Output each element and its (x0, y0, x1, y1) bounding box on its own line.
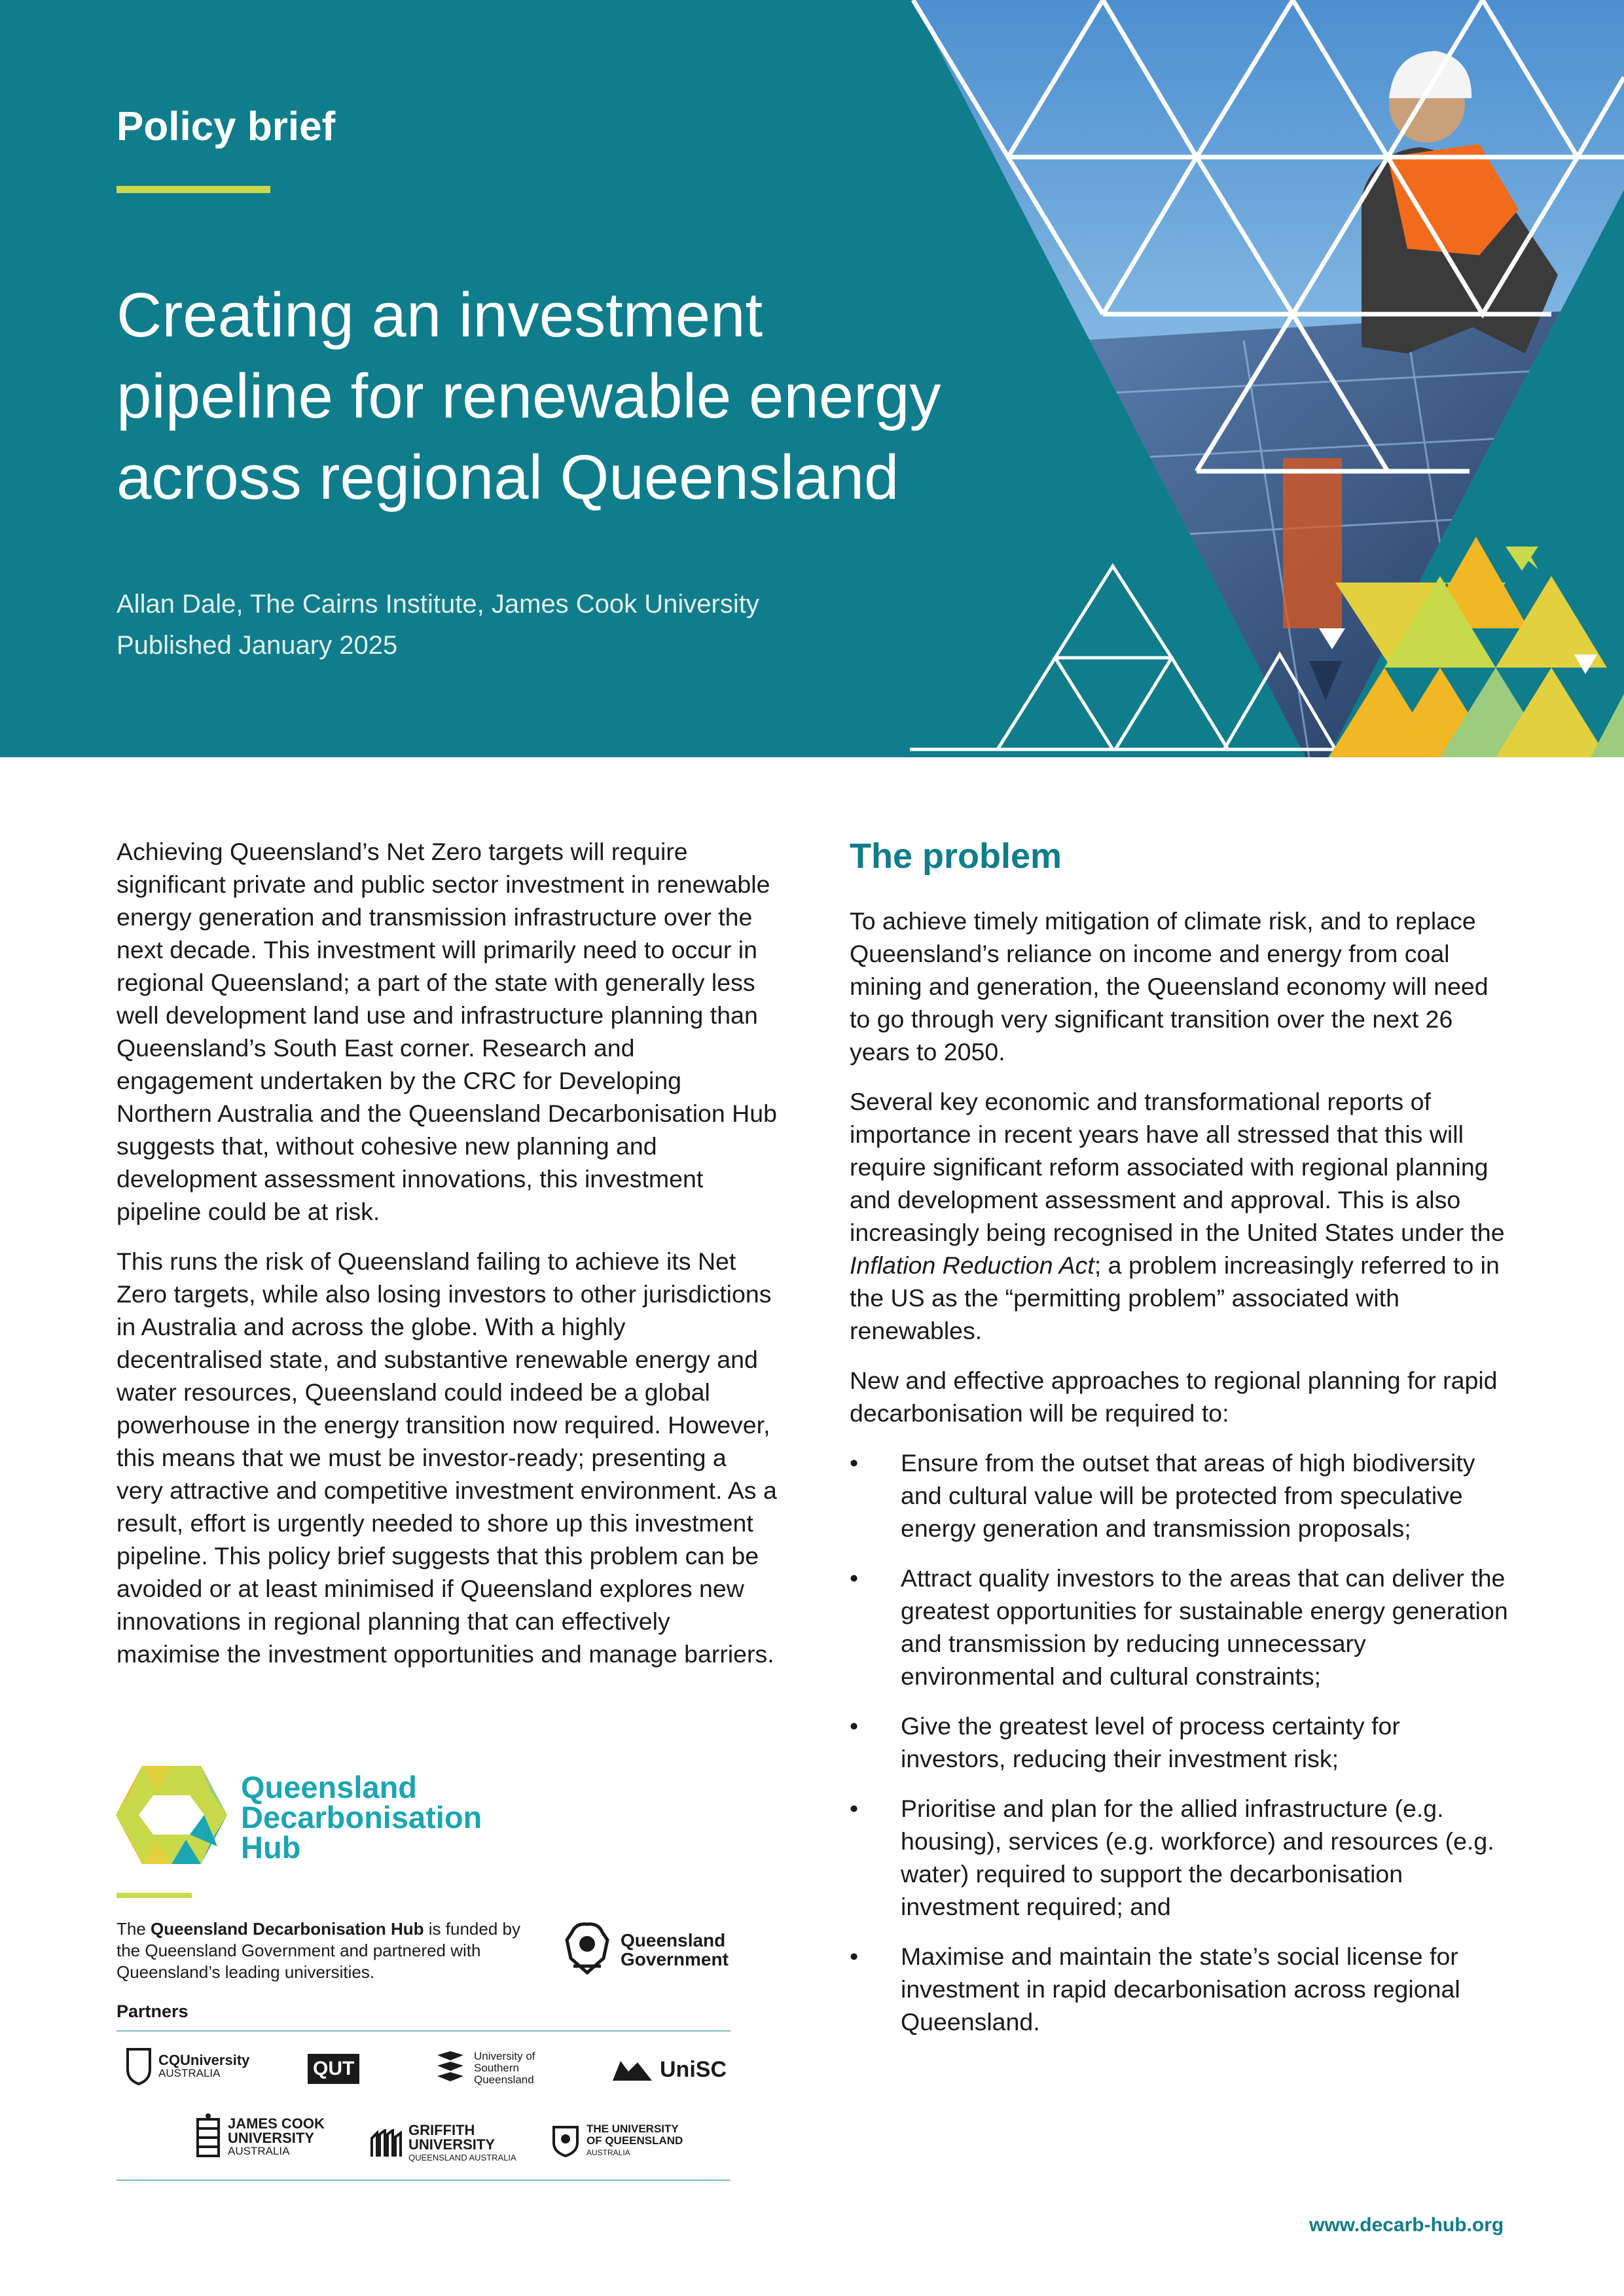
unisc-mark-icon (611, 2058, 653, 2082)
title-line: pipeline for renewable energy (117, 361, 941, 431)
jcu-name-line: UNIVERSITY (228, 2130, 315, 2146)
government-wordmark (621, 1931, 729, 1969)
act-name: Inflation Reduction Act (850, 1251, 1094, 1279)
list-item-text: Prioritise and plan for the allied infrastructure (e.g. housing), services (e.g. workforce) and resources (e.g. water) required to support the decarbonisation investment required; and (901, 1795, 1494, 1920)
hub-name-bold: Queensland Decarbonisation Hub (151, 1919, 424, 1939)
title-line: Creating an investment (117, 280, 763, 350)
divider (117, 2030, 731, 2032)
bullet-icon: • (850, 1712, 859, 1740)
bullet-icon: • (850, 1943, 859, 1970)
usq-logo (433, 2050, 535, 2087)
problem-column (850, 835, 1511, 2055)
text-run: The (117, 1919, 151, 1939)
qut-wordmark: QUT (308, 2054, 359, 2084)
divider (117, 2179, 731, 2181)
usq-name-line: Queensland (474, 2073, 534, 2086)
requirements-list (850, 1446, 1511, 2038)
accent-rule (117, 186, 270, 193)
list-item-text: Maximise and maintain the state’s social license for investment in rapid decarbonisation across regional Queensland. (901, 1943, 1460, 2036)
list-item (850, 1710, 1511, 1775)
intro-column (117, 835, 778, 1687)
unisc-wordmark: UniSC (660, 2057, 727, 2082)
qut-logo (308, 2054, 359, 2084)
bullet-icon: • (850, 1449, 859, 1477)
uq-name-line: OF QUEENSLAND (586, 2134, 683, 2147)
griffith-logo (370, 2123, 516, 2164)
partners-label: Partners (117, 2001, 189, 2021)
list-item-text: Attract quality investors to the areas that can deliver the greatest opportunities for sustainable energy generation and transmission by reducing unnecessary environmental and cultural constraints; (901, 1564, 1508, 1690)
griffith-mark-icon (370, 2129, 402, 2158)
usq-name-line: University of (474, 2050, 535, 2062)
list-item-text: Give the greatest level of process certainty for investors, reducing their investment risk; (901, 1712, 1400, 1772)
jcu-logo (195, 2113, 325, 2161)
publication-meta (117, 584, 759, 666)
text-run: ; a problem increasingly referred to in the US as the “permitting problem” associated with renewables. (850, 1251, 1500, 1344)
jcu-emblem-icon (195, 2113, 221, 2161)
problem-paragraph (850, 1085, 1511, 1347)
griffith-name-line: QUEENSLAND AUSTRALIA (408, 2153, 516, 2162)
problem-paragraph: New and effective approaches to regional planning for rapid decarbonisation will be required to: (850, 1367, 1498, 1427)
bullet-icon: • (850, 1795, 859, 1822)
author-line: Allan Dale, The Cairns Institute, James Cook University (117, 590, 759, 619)
document-type-label: Policy brief (117, 104, 336, 149)
jcu-name-line: JAMES COOK (228, 2115, 325, 2132)
intro-paragraph: Achieving Queensland’s Net Zero targets will require significant private and public sector investment in renewable energy generation and transmission infrastructure over the next decade. This investment will primarily need to occur in regional Queensland; a part of the state with generally less well development land use and infrastructure planning than Queensland’s South East corner. Research and engagement undertaken by the CRC for Developing Northern Australia and the Queensland Decarbonisation Hub suggests that, without cohesive new planning and development assessment innovations, this investment pipeline could be at risk. (117, 838, 777, 1225)
list-item (850, 1940, 1511, 2038)
uq-name-line: AUSTRALIA (586, 2148, 630, 2157)
text-run: Several key economic and transformational reports of importance in recent years have all stressed that this will require significant reform associated with regional planning and development assessment and approval. This is also increasingly being recognised in the United States under the (850, 1088, 1505, 1246)
griffith-name-line: GRIFFITH (408, 2122, 475, 2138)
title-line: across regional Queensland (117, 442, 899, 512)
government-wordmark-line: Queensland (621, 1930, 726, 1950)
website-link[interactable]: www.decarb-hub.org (1309, 2214, 1504, 2236)
header-banner (0, 0, 1624, 757)
intro-paragraph: This runs the risk of Queensland failing to achieve its Net Zero targets, while also losing investors to other jurisdictions in Australia and across the globe. With a highly decentralised state, and substantive renewable energy and water resources, Queensland could indeed be a global powerhouse in the energy transition now required. However, this means that we must be investor-ready; presenting a very attractive and competitive investment environment. As a result, effort is urgently needed to shore up this investment pipeline. This policy brief suggests that this problem can be avoided or at least minimised if Queensland explores new innovations in regional planning that can effectively maximise the investment opportunities and manage barriers. (117, 1247, 777, 1668)
published-date: Published January 2025 (117, 631, 398, 660)
problem-paragraph: To achieve timely mitigation of climate risk, and to replace Queensland’s reliance on income and energy from coal mining and generation, the Queensland economy will need to go through very significant transition over the next 26 years to 2050. (850, 907, 1489, 1066)
page-title (117, 275, 1020, 518)
list-item (850, 1562, 1511, 1693)
list-item-text: Ensure from the outset that areas of high biodiversity and cultural value will be protected from speculative energy generation and transmission proposals; (901, 1449, 1475, 1542)
funding-statement (117, 1918, 535, 1983)
bullet-icon: • (850, 1564, 859, 1592)
government-wordmark-line: Government (621, 1949, 729, 1969)
uq-name-line: THE UNIVERSITY (586, 2123, 679, 2135)
jcu-name-line: AUSTRALIA (228, 2145, 290, 2157)
cqu-name: CQUniversity (158, 2052, 250, 2068)
cqu-shield-icon (126, 2047, 152, 2085)
cqu-logo (126, 2047, 249, 2085)
hub-logo-icon (113, 1763, 230, 1867)
text-run: is funded by the Queensland Government and partnered with Queensland’s leading universities. (117, 1919, 520, 1982)
accent-rule (117, 1893, 192, 1898)
usq-mark-icon (433, 2050, 467, 2087)
government-crest-icon (560, 1920, 614, 1977)
cqu-country: AUSTRALIA (158, 2067, 221, 2079)
uq-crest-icon (551, 2125, 580, 2157)
unisc-logo (611, 2057, 727, 2083)
hub-wordmark (241, 1772, 482, 1863)
hub-wordmark-line: Hub (241, 1830, 301, 1865)
uq-logo (551, 2123, 683, 2159)
griffith-name-line: UNIVERSITY (408, 2136, 496, 2153)
list-item (850, 1446, 1511, 1545)
usq-name-line: Southern (474, 2062, 519, 2074)
list-item (850, 1792, 1511, 1923)
hub-wordmark-line: Queensland (241, 1770, 418, 1804)
section-heading: The problem (850, 836, 1062, 876)
hub-wordmark-line: Decarbonisation (241, 1800, 482, 1835)
